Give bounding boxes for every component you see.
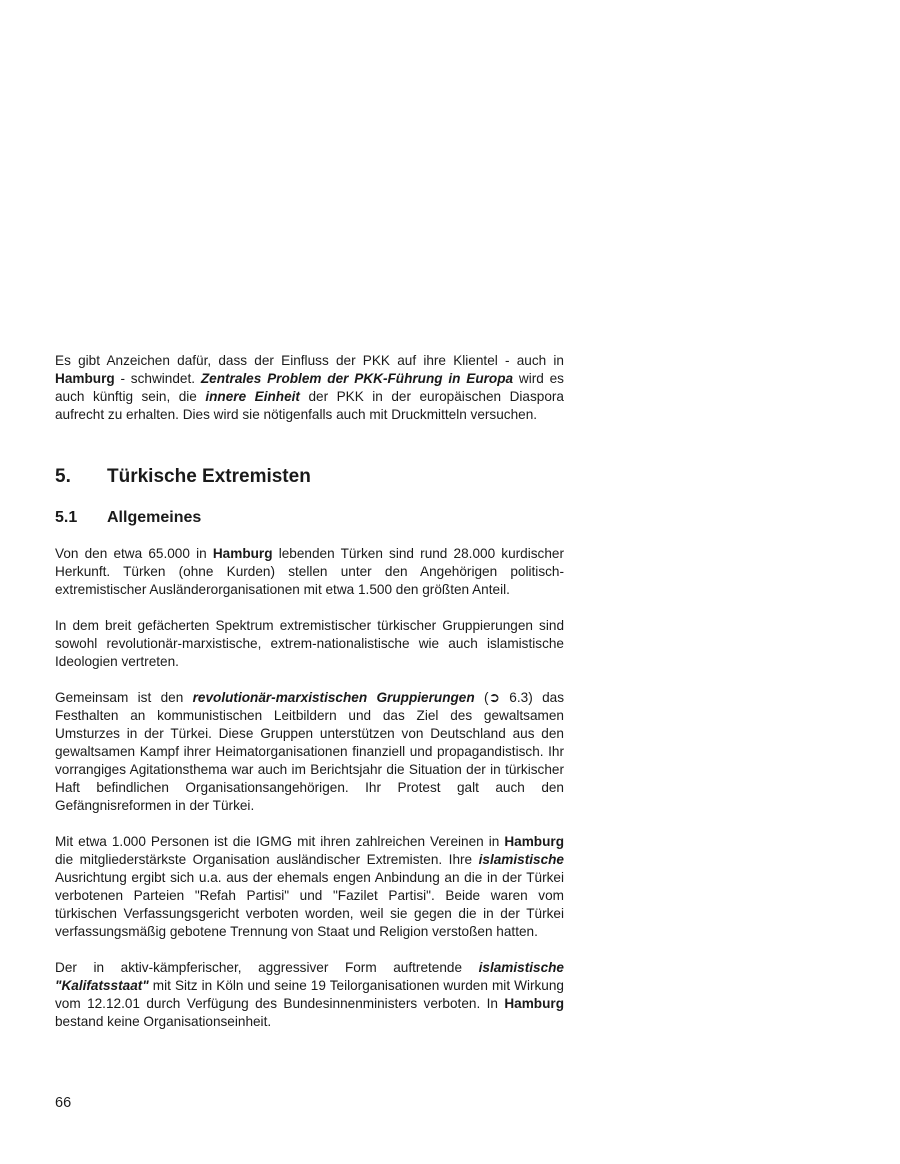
bold-italic-text: Zentrales Problem der PKK-Führung in Europa xyxy=(200,371,514,386)
text-run: bestand keine Organisationseinheit. xyxy=(55,1014,272,1029)
text-run: Von den etwa 65.000 in xyxy=(55,546,213,561)
subsection-title: Allgemeines xyxy=(107,509,202,526)
subsection-number: 5.1 xyxy=(55,509,78,526)
section-number: 5. xyxy=(55,466,71,487)
bold-text: Hamburg xyxy=(212,546,273,561)
page-number: 66 xyxy=(55,1095,72,1111)
text-run: Der in aktiv-kämpferischer, aggressiver Form auftretende xyxy=(55,960,479,975)
paragraph-kalifatsstaat xyxy=(55,959,564,1031)
text-run: In dem breit gefächerten Spektrum extremistischer türkischer Gruppierungen sind sowohl revolutionär-marxistische, extrem-nationalistische wie auch islamistische Ideologien vertreten. xyxy=(55,618,564,669)
text-run: Ausrichtung ergibt sich u.a. aus der ehemals engen Anbindung an die in der Türkei verbotenen Parteien "Refah Partisi" und "Fazilet Partisi". Beide waren vom türkischen Verfassungsgericht verboten worden, weil sie gegen die in der Türkei verfassungsmäßig gebotene Trennung von Staat und Religion verstoßen hatten. xyxy=(55,870,564,939)
bold-text: Hamburg xyxy=(504,996,564,1011)
text-run: Es gibt Anzeichen dafür, dass der Einfluss der PKK auf ihre Klientel - auch in xyxy=(55,353,564,368)
text-run: mit Sitz in Köln und seine 19 Teilorganisationen wurden mit Wirkung vom 12.12.01 durch Verfügung des Bundesinnenministers verboten. In xyxy=(55,978,564,1011)
paragraph-revolutionary-marxist xyxy=(55,689,564,815)
bold-italic-text: islamistische xyxy=(478,852,564,867)
text-run: 6.3) das Festhalten an kommunistischen Leitbildern und das Ziel des gewaltsamen Umsturzes in der Türkei. Diese Gruppen unterstützen von Deutschland aus den gewaltsamen Kampf ihrer Heimatorganisationen finanziell und propagandistisch. Ihr vorrangiges Agitationsthema war auch im Berichtsjahr die Situation der in türkischer Haft befindlichen Organisationsangehörigen. Ihr Protest galt auch den Gefängnisreformen in der Türkei. xyxy=(55,690,564,813)
text-run: der PKK in der europäischen Diaspora aufrecht zu erhalten. Dies wird sie nötigenfalls auch mit Druckmitteln versuchen. xyxy=(55,389,564,422)
section-heading-5-1 xyxy=(55,507,564,529)
bold-italic-text: islamistische "Kalifatsstaat" xyxy=(55,960,564,993)
text-run: Mit etwa 1.000 Personen ist die IGMG mit ihren zahlreichen Vereinen in xyxy=(55,834,505,849)
text-run: ( xyxy=(474,690,489,705)
paragraph-spectrum xyxy=(55,617,564,671)
text-run: - schwindet. xyxy=(114,371,201,386)
cross-reference-arrow-icon: ➲ xyxy=(488,690,500,705)
text-run: Gemeinsam ist den xyxy=(55,690,193,705)
paragraph-igmg xyxy=(55,833,564,941)
bold-text: Hamburg xyxy=(55,371,115,386)
text-run: wird es auch künftig sein, die xyxy=(55,371,564,404)
paragraph-pkk-influence xyxy=(55,352,564,424)
bold-italic-text: innere Einheit xyxy=(205,389,300,404)
text-run: lebenden Türken sind rund 28.000 kurdischer Herkunft. Türken (ohne Kurden) stellen unter den Angehörigen politisch-extremistischer Ausländerorganisationen mit etwa 1.500 den größten Anteil. xyxy=(55,546,565,597)
bold-text: Hamburg xyxy=(504,834,564,849)
section-heading-5 xyxy=(55,465,564,489)
page-content xyxy=(55,352,564,1031)
bold-italic-text: revolutionär-marxistischen Gruppierungen xyxy=(192,690,475,705)
paragraph-turks-in-hamburg xyxy=(55,545,564,599)
text-run: die mitgliederstärkste Organisation ausländischer Extremisten. Ihre xyxy=(55,852,479,867)
section-title: Türkische Extremisten xyxy=(107,466,311,487)
